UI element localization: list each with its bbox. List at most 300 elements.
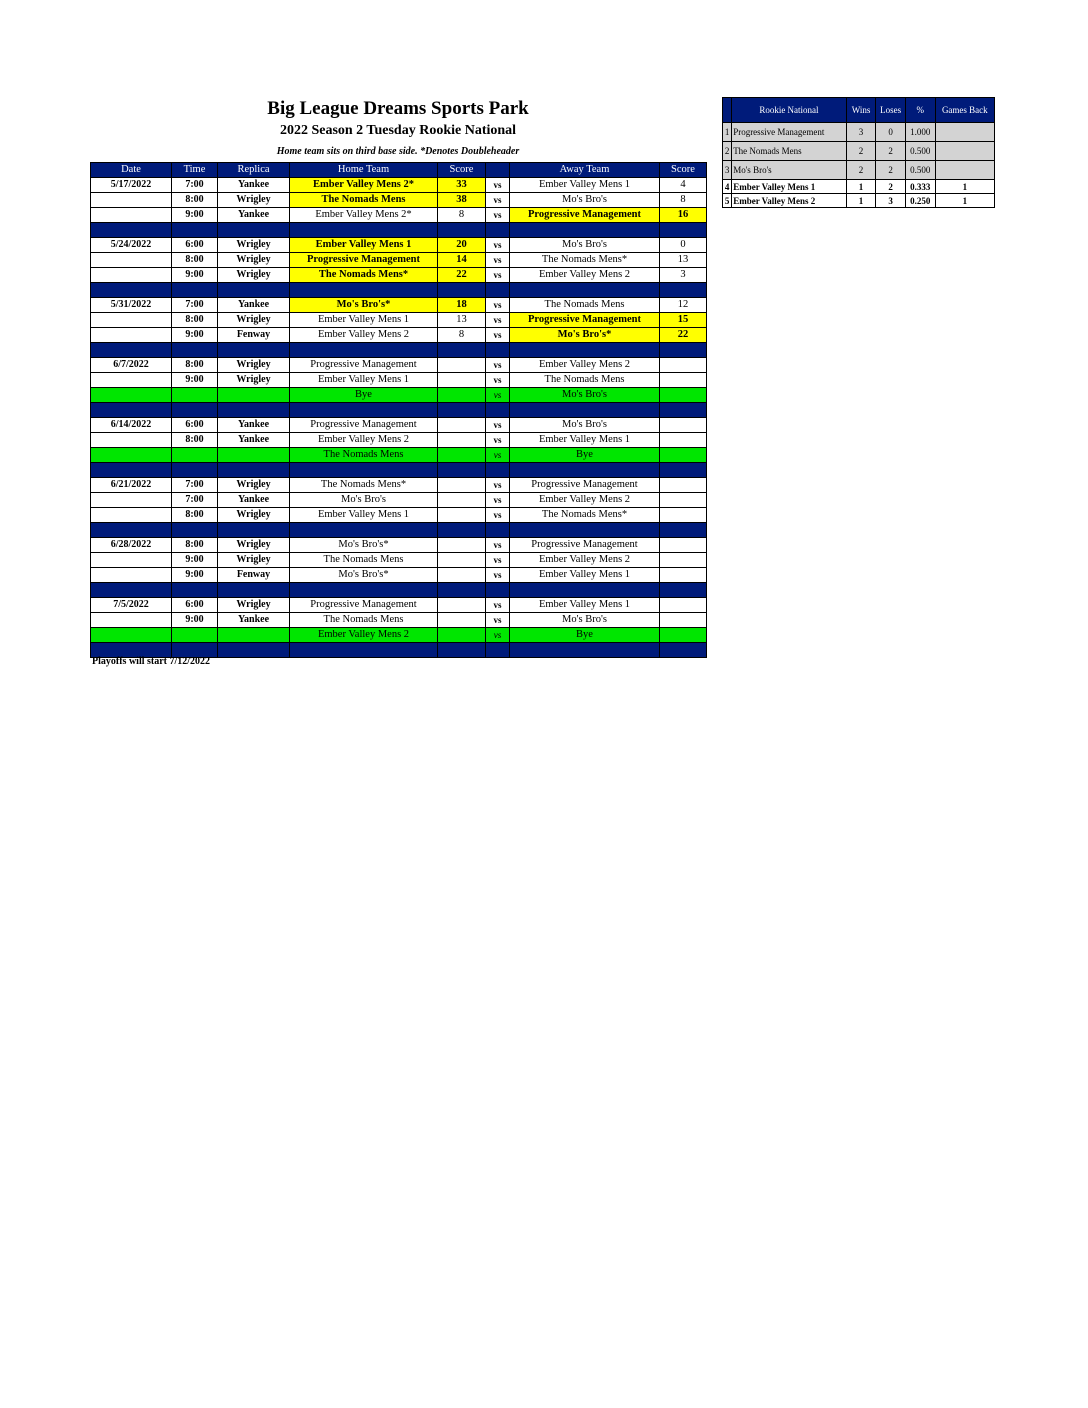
week-separator xyxy=(91,463,707,478)
game-field: Yankee xyxy=(218,613,290,628)
away-score: 16 xyxy=(660,208,707,223)
team-games-back: 1 xyxy=(935,194,994,208)
home-team: The Nomads Mens xyxy=(290,448,438,463)
away-team: Progressive Management xyxy=(510,538,660,553)
game-date xyxy=(91,313,172,328)
team-losses: 3 xyxy=(876,194,906,208)
game-date xyxy=(91,193,172,208)
separator-cell xyxy=(660,403,707,418)
game-field: Wrigley xyxy=(218,253,290,268)
separator-cell xyxy=(172,523,218,538)
game-date: 6/7/2022 xyxy=(91,358,172,373)
separator-cell xyxy=(290,403,438,418)
col-replica: Replica xyxy=(218,163,290,178)
vs-label: vs xyxy=(486,478,510,493)
separator-cell xyxy=(172,403,218,418)
home-team: Ember Valley Mens 2 xyxy=(290,328,438,343)
separator-cell xyxy=(660,343,707,358)
game-time: 8:00 xyxy=(172,433,218,448)
game-field: Yankee xyxy=(218,178,290,193)
week-separator xyxy=(91,583,707,598)
away-team: Mo's Bro's xyxy=(510,388,660,403)
team-name: Ember Valley Mens 1 xyxy=(732,180,847,194)
separator-cell xyxy=(486,403,510,418)
team-rank: 1 xyxy=(723,123,732,142)
separator-cell xyxy=(438,343,486,358)
standings-body xyxy=(723,123,995,208)
separator-cell xyxy=(218,523,290,538)
separator-cell xyxy=(660,523,707,538)
game-time: 8:00 xyxy=(172,253,218,268)
vs-label: vs xyxy=(486,628,510,643)
team-games-back: 1 xyxy=(935,180,994,194)
separator-cell xyxy=(510,403,660,418)
vs-label: vs xyxy=(486,538,510,553)
home-score: 14 xyxy=(438,253,486,268)
game-row xyxy=(91,373,707,388)
standings-col-losses: Loses xyxy=(876,98,906,123)
game-row xyxy=(91,538,707,553)
game-field: Yankee xyxy=(218,298,290,313)
home-team: Progressive Management xyxy=(290,358,438,373)
home-team: Bye xyxy=(290,388,438,403)
separator-cell xyxy=(290,343,438,358)
playoffs-note: Playoffs will start 7/12/2022 xyxy=(92,656,211,667)
away-score xyxy=(660,433,707,448)
game-row xyxy=(91,598,707,613)
vs-label: vs xyxy=(486,388,510,403)
vs-label: vs xyxy=(486,328,510,343)
game-time: 6:00 xyxy=(172,418,218,433)
home-team: Mo's Bro's* xyxy=(290,538,438,553)
away-team: Ember Valley Mens 2 xyxy=(510,358,660,373)
home-team: The Nomads Mens xyxy=(290,613,438,628)
game-date xyxy=(91,328,172,343)
home-score xyxy=(438,553,486,568)
page-title: Big League Dreams Sports Park xyxy=(267,98,529,119)
separator-cell xyxy=(290,523,438,538)
separator-cell xyxy=(91,403,172,418)
team-games-back xyxy=(935,161,994,180)
away-score xyxy=(660,553,707,568)
home-team: Ember Valley Mens 1 xyxy=(290,313,438,328)
game-field: Wrigley xyxy=(218,268,290,283)
col-date: Date xyxy=(91,163,172,178)
away-team: Ember Valley Mens 2 xyxy=(510,268,660,283)
separator-cell xyxy=(91,523,172,538)
game-row xyxy=(91,358,707,373)
game-field xyxy=(218,628,290,643)
home-team: Progressive Management xyxy=(290,418,438,433)
separator-cell xyxy=(486,223,510,238)
separator-cell xyxy=(486,643,510,658)
game-row xyxy=(91,478,707,493)
separator-cell xyxy=(91,343,172,358)
team-wins: 2 xyxy=(846,142,876,161)
game-time xyxy=(172,388,218,403)
home-team: The Nomads Mens xyxy=(290,553,438,568)
game-time: 9:00 xyxy=(172,613,218,628)
game-row xyxy=(91,433,707,448)
home-score xyxy=(438,478,486,493)
home-score xyxy=(438,418,486,433)
home-score xyxy=(438,388,486,403)
home-score xyxy=(438,568,486,583)
col-home-team: Home Team xyxy=(290,163,438,178)
game-date xyxy=(91,433,172,448)
week-separator xyxy=(91,403,707,418)
away-score: 13 xyxy=(660,253,707,268)
standings-col-rank xyxy=(723,98,732,123)
team-wins: 1 xyxy=(846,180,876,194)
home-team: Mo's Bro's* xyxy=(290,298,438,313)
separator-cell xyxy=(218,343,290,358)
separator-cell xyxy=(438,583,486,598)
separator-cell xyxy=(660,463,707,478)
game-date xyxy=(91,493,172,508)
away-team: Progressive Management xyxy=(510,313,660,328)
col-away-score: Score xyxy=(660,163,707,178)
away-team: Bye xyxy=(510,628,660,643)
vs-label: vs xyxy=(486,208,510,223)
game-row xyxy=(91,568,707,583)
vs-label: vs xyxy=(486,448,510,463)
home-score: 20 xyxy=(438,238,486,253)
vs-label: vs xyxy=(486,508,510,523)
team-name: Progressive Management xyxy=(732,123,847,142)
game-row xyxy=(91,508,707,523)
away-score: 22 xyxy=(660,328,707,343)
home-team: The Nomads Mens xyxy=(290,193,438,208)
game-time: 7:00 xyxy=(172,478,218,493)
home-score xyxy=(438,613,486,628)
week-separator xyxy=(91,223,707,238)
game-time: 9:00 xyxy=(172,268,218,283)
game-date xyxy=(91,208,172,223)
standings-row xyxy=(723,123,995,142)
away-score xyxy=(660,418,707,433)
game-date xyxy=(91,268,172,283)
away-score xyxy=(660,628,707,643)
game-field: Yankee xyxy=(218,418,290,433)
game-row xyxy=(91,493,707,508)
game-date xyxy=(91,508,172,523)
home-team: Ember Valley Mens 2 xyxy=(290,628,438,643)
separator-cell xyxy=(510,223,660,238)
home-score: 22 xyxy=(438,268,486,283)
home-team: Ember Valley Mens 1 xyxy=(290,238,438,253)
standings-row xyxy=(723,142,995,161)
team-rank: 4 xyxy=(723,180,732,194)
separator-cell xyxy=(290,463,438,478)
game-row xyxy=(91,613,707,628)
away-score xyxy=(660,358,707,373)
separator-cell xyxy=(172,283,218,298)
schedule-header-row xyxy=(91,163,707,178)
standings-col-division: Rookie National xyxy=(732,98,847,123)
team-name: Mo's Bro's xyxy=(732,161,847,180)
away-score xyxy=(660,508,707,523)
away-team: The Nomads Mens xyxy=(510,373,660,388)
page-subtitle: 2022 Season 2 Tuesday Rookie National xyxy=(279,123,517,138)
game-time: 9:00 xyxy=(172,568,218,583)
separator-cell xyxy=(91,223,172,238)
away-score xyxy=(660,493,707,508)
bye-row xyxy=(91,388,707,403)
week-separator xyxy=(91,343,707,358)
home-team: Progressive Management xyxy=(290,253,438,268)
away-team: Progressive Management xyxy=(510,478,660,493)
standings-header-row xyxy=(723,98,995,123)
team-losses: 2 xyxy=(876,180,906,194)
game-field: Wrigley xyxy=(218,508,290,523)
game-time: 8:00 xyxy=(172,313,218,328)
game-row xyxy=(91,193,707,208)
home-score xyxy=(438,448,486,463)
game-date: 7/5/2022 xyxy=(91,598,172,613)
away-team: Ember Valley Mens 1 xyxy=(510,433,660,448)
separator-cell xyxy=(510,463,660,478)
schedule-table xyxy=(90,162,707,658)
team-losses: 2 xyxy=(876,161,906,180)
game-row xyxy=(91,328,707,343)
home-score xyxy=(438,433,486,448)
home-score xyxy=(438,628,486,643)
standings-col-wins: Wins xyxy=(846,98,876,123)
home-score xyxy=(438,358,486,373)
game-time: 9:00 xyxy=(172,208,218,223)
vs-label: vs xyxy=(486,433,510,448)
game-date xyxy=(91,253,172,268)
game-date: 5/17/2022 xyxy=(91,178,172,193)
away-team: The Nomads Mens* xyxy=(510,508,660,523)
separator-cell xyxy=(290,643,438,658)
away-score xyxy=(660,448,707,463)
game-row xyxy=(91,553,707,568)
team-pct: 0.500 xyxy=(905,142,935,161)
away-score xyxy=(660,598,707,613)
standings-col-pct: % xyxy=(905,98,935,123)
separator-cell xyxy=(218,463,290,478)
home-score xyxy=(438,538,486,553)
col-away-team: Away Team xyxy=(510,163,660,178)
separator-cell xyxy=(172,583,218,598)
team-pct: 0.250 xyxy=(905,194,935,208)
col-time: Time xyxy=(172,163,218,178)
separator-cell xyxy=(486,523,510,538)
standings-col-games-back: Games Back xyxy=(935,98,994,123)
game-time: 9:00 xyxy=(172,553,218,568)
away-team: Mo's Bro's* xyxy=(510,328,660,343)
away-team: Mo's Bro's xyxy=(510,238,660,253)
team-pct: 0.500 xyxy=(905,161,935,180)
vs-label: vs xyxy=(486,313,510,328)
away-score: 3 xyxy=(660,268,707,283)
separator-cell xyxy=(290,223,438,238)
vs-label: vs xyxy=(486,253,510,268)
week-separator xyxy=(91,283,707,298)
game-time: 7:00 xyxy=(172,298,218,313)
away-team: Mo's Bro's xyxy=(510,613,660,628)
vs-label: vs xyxy=(486,178,510,193)
game-date: 6/28/2022 xyxy=(91,538,172,553)
game-time: 7:00 xyxy=(172,178,218,193)
home-team: Ember Valley Mens 2* xyxy=(290,178,438,193)
separator-cell xyxy=(660,643,707,658)
game-field: Fenway xyxy=(218,568,290,583)
separator-cell xyxy=(438,463,486,478)
game-field: Wrigley xyxy=(218,193,290,208)
game-date xyxy=(91,613,172,628)
game-field xyxy=(218,388,290,403)
separator-cell xyxy=(172,463,218,478)
game-row xyxy=(91,178,707,193)
game-time xyxy=(172,448,218,463)
game-date: 5/24/2022 xyxy=(91,238,172,253)
vs-label: vs xyxy=(486,373,510,388)
separator-cell xyxy=(218,403,290,418)
separator-cell xyxy=(486,583,510,598)
separator-cell xyxy=(438,643,486,658)
col-vs xyxy=(486,163,510,178)
game-row xyxy=(91,313,707,328)
home-team: Mo's Bro's* xyxy=(290,568,438,583)
separator-cell xyxy=(486,463,510,478)
away-team: Ember Valley Mens 1 xyxy=(510,568,660,583)
game-field: Wrigley xyxy=(218,238,290,253)
away-team: The Nomads Mens xyxy=(510,298,660,313)
separator-cell xyxy=(438,283,486,298)
home-team: Ember Valley Mens 2 xyxy=(290,433,438,448)
game-date xyxy=(91,553,172,568)
team-name: Ember Valley Mens 2 xyxy=(732,194,847,208)
game-field: Wrigley xyxy=(218,538,290,553)
standings-row xyxy=(723,194,995,208)
away-score: 12 xyxy=(660,298,707,313)
week-separator xyxy=(91,523,707,538)
game-field xyxy=(218,448,290,463)
game-date xyxy=(91,568,172,583)
separator-cell xyxy=(510,283,660,298)
separator-cell xyxy=(510,343,660,358)
standings-table xyxy=(722,97,995,208)
game-date: 5/31/2022 xyxy=(91,298,172,313)
vs-label: vs xyxy=(486,598,510,613)
game-field: Wrigley xyxy=(218,373,290,388)
separator-cell xyxy=(510,583,660,598)
game-date xyxy=(91,448,172,463)
game-time: 8:00 xyxy=(172,358,218,373)
away-score: 8 xyxy=(660,193,707,208)
standings-row xyxy=(723,161,995,180)
col-home-score: Score xyxy=(438,163,486,178)
separator-cell xyxy=(510,523,660,538)
game-time: 9:00 xyxy=(172,328,218,343)
away-team: Mo's Bro's xyxy=(510,418,660,433)
game-time: 7:00 xyxy=(172,493,218,508)
home-team: Ember Valley Mens 2* xyxy=(290,208,438,223)
away-team: The Nomads Mens* xyxy=(510,253,660,268)
home-team: Ember Valley Mens 1 xyxy=(290,373,438,388)
game-row xyxy=(91,238,707,253)
separator-cell xyxy=(290,283,438,298)
separator-cell xyxy=(218,643,290,658)
game-date xyxy=(91,388,172,403)
standings-row xyxy=(723,180,995,194)
home-score xyxy=(438,598,486,613)
separator-cell xyxy=(218,283,290,298)
game-field: Yankee xyxy=(218,433,290,448)
away-score: 15 xyxy=(660,313,707,328)
separator-cell xyxy=(172,343,218,358)
game-field: Fenway xyxy=(218,328,290,343)
separator-cell xyxy=(218,223,290,238)
game-row xyxy=(91,418,707,433)
game-time: 6:00 xyxy=(172,238,218,253)
bye-row xyxy=(91,628,707,643)
vs-label: vs xyxy=(486,193,510,208)
team-games-back xyxy=(935,142,994,161)
away-team: Ember Valley Mens 1 xyxy=(510,178,660,193)
away-team: Bye xyxy=(510,448,660,463)
schedule-note: Home team sits on third base side. *Denotes Doubleheader xyxy=(276,146,520,157)
vs-label: vs xyxy=(486,493,510,508)
away-score xyxy=(660,538,707,553)
home-score: 18 xyxy=(438,298,486,313)
team-wins: 3 xyxy=(846,123,876,142)
team-games-back xyxy=(935,123,994,142)
game-field: Wrigley xyxy=(218,358,290,373)
separator-cell xyxy=(91,583,172,598)
away-score xyxy=(660,373,707,388)
home-team: Ember Valley Mens 1 xyxy=(290,508,438,523)
away-score xyxy=(660,478,707,493)
separator-cell xyxy=(486,283,510,298)
game-time: 6:00 xyxy=(172,598,218,613)
team-rank: 3 xyxy=(723,161,732,180)
away-team: Mo's Bro's xyxy=(510,193,660,208)
home-score xyxy=(438,373,486,388)
schedule-body xyxy=(91,178,707,658)
away-score xyxy=(660,388,707,403)
game-row xyxy=(91,268,707,283)
vs-label: vs xyxy=(486,568,510,583)
separator-cell xyxy=(660,583,707,598)
team-losses: 2 xyxy=(876,142,906,161)
separator-cell xyxy=(438,523,486,538)
home-team: The Nomads Mens* xyxy=(290,478,438,493)
away-score xyxy=(660,568,707,583)
away-team: Ember Valley Mens 2 xyxy=(510,493,660,508)
separator-cell xyxy=(438,223,486,238)
home-team: The Nomads Mens* xyxy=(290,268,438,283)
separator-cell xyxy=(438,403,486,418)
vs-label: vs xyxy=(486,553,510,568)
vs-label: vs xyxy=(486,298,510,313)
team-rank: 2 xyxy=(723,142,732,161)
bye-row xyxy=(91,448,707,463)
vs-label: vs xyxy=(486,238,510,253)
game-field: Yankee xyxy=(218,493,290,508)
separator-cell xyxy=(660,223,707,238)
away-score: 4 xyxy=(660,178,707,193)
game-date xyxy=(91,628,172,643)
separator-cell xyxy=(218,583,290,598)
home-score xyxy=(438,508,486,523)
team-pct: 1.000 xyxy=(905,123,935,142)
team-wins: 1 xyxy=(846,194,876,208)
game-time: 8:00 xyxy=(172,193,218,208)
